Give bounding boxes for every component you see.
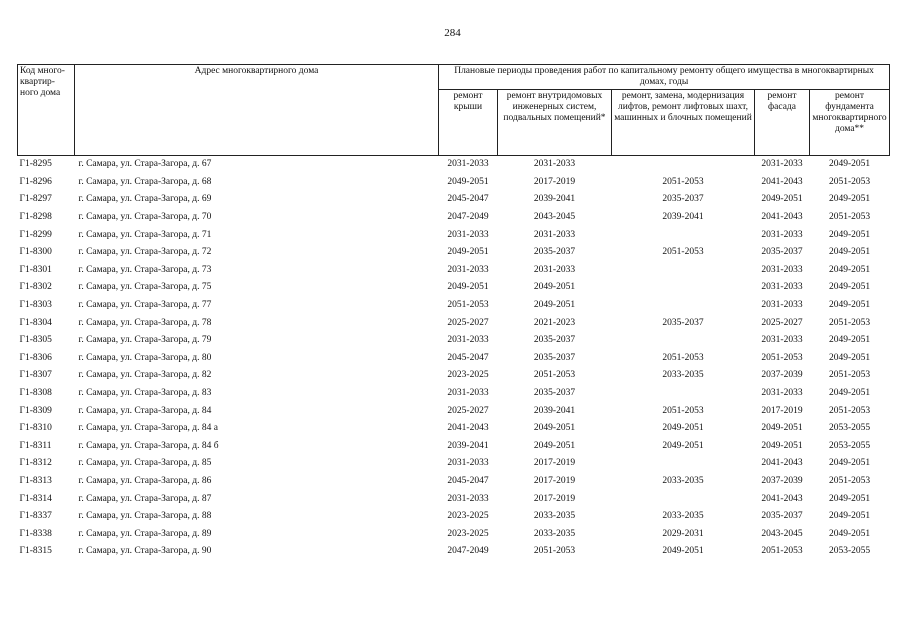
cell-foundation: 2049-2051 xyxy=(828,300,871,311)
cell-internal-systems: 2031-2033 xyxy=(498,156,612,174)
cell-roof: 2049-2051 xyxy=(447,176,489,187)
cell-elevators xyxy=(612,226,755,244)
cell-roof: 2041-2043 xyxy=(447,423,489,434)
cell-code: Г1-8295 xyxy=(18,156,75,174)
cell-foundation: 2051-2053 xyxy=(828,317,871,328)
cell-code: Г1-8314 xyxy=(19,493,52,504)
cell-internal-systems: 2031-2033 xyxy=(533,229,576,240)
cell-internal-systems: 2017-2019 xyxy=(533,176,576,187)
cell-foundation: 2049-2051 xyxy=(828,229,871,240)
table-row xyxy=(18,191,890,209)
cell-elevators: 2033-2035 xyxy=(662,370,704,381)
cell-elevators: 2051-2053 xyxy=(662,176,704,187)
cell-elevators: 2051-2053 xyxy=(662,352,704,363)
cell-address: г. Самара, ул. Стара-Загора, д. 72 xyxy=(78,247,212,258)
cell-internal-systems: 2017-2019 xyxy=(533,458,576,469)
page-number: 284 xyxy=(444,27,461,39)
cell-facade: 2031-2033 xyxy=(755,156,810,174)
cell-address: г. Самара, ул. Стара-Загора, д. 80 xyxy=(78,352,212,363)
cell-code: Г1-8337 xyxy=(19,511,52,522)
cell-roof: 2039-2041 xyxy=(447,440,489,451)
cell-facade: 2017-2019 xyxy=(761,405,803,416)
cell-foundation: 2049-2051 xyxy=(828,528,871,539)
cell-internal-systems: 2033-2035 xyxy=(533,511,576,522)
cell-elevators xyxy=(612,262,755,280)
cell-address: г. Самара, ул. Стара-Загора, д. 84 xyxy=(78,405,212,416)
table-row xyxy=(18,279,890,297)
table-row xyxy=(18,367,890,385)
cell-address: г. Самара, ул. Стара-Загора, д. 69 xyxy=(78,194,212,205)
cell-elevators: 2039-2041 xyxy=(662,212,704,223)
cell-internal-systems: 2049-2051 xyxy=(533,440,576,451)
cell-elevators: 2049-2051 xyxy=(662,423,704,434)
cell-facade: 2051-2053 xyxy=(761,546,803,557)
cell-roof: 2047-2049 xyxy=(447,212,489,223)
cell-roof: 2045-2047 xyxy=(447,352,489,363)
cell-internal-systems: 2049-2051 xyxy=(533,300,576,311)
table-row xyxy=(18,226,890,244)
cell-facade: 2049-2051 xyxy=(761,194,803,205)
table-row xyxy=(18,508,890,526)
cell-elevators: 2049-2051 xyxy=(662,546,704,557)
table-row xyxy=(18,543,890,561)
cell-roof: 2045-2047 xyxy=(447,194,489,205)
cell-internal-systems: 2051-2053 xyxy=(533,546,576,557)
cell-facade: 2031-2033 xyxy=(761,264,803,275)
cell-code: Г1-8311 xyxy=(19,440,52,451)
cell-foundation: 2049-2051 xyxy=(828,493,871,504)
table-row xyxy=(18,297,890,315)
repair-schedule-table xyxy=(17,64,890,561)
cell-foundation: 2049-2051 xyxy=(828,247,871,258)
header-periods: Плановые периоды проведения работ по капитальному ремонту общего имущества в многоквартирных домах, годы xyxy=(439,65,890,90)
cell-code: Г1-8306 xyxy=(19,352,52,363)
table-header xyxy=(18,65,890,156)
cell-elevators: 2051-2053 xyxy=(662,247,704,258)
cell-address: г. Самара, ул. Стара-Загора, д. 70 xyxy=(78,212,212,223)
cell-foundation: 2051-2053 xyxy=(828,212,871,223)
cell-address: г. Самара, ул. Стара-Загора, д. 84 а xyxy=(78,423,218,434)
cell-facade: 2031-2033 xyxy=(761,300,803,311)
cell-internal-systems: 2017-2019 xyxy=(533,475,576,486)
table-body xyxy=(18,156,890,561)
table-row xyxy=(18,244,890,262)
table-row xyxy=(18,402,890,420)
cell-code: Г1-8299 xyxy=(19,229,52,240)
cell-code: Г1-8315 xyxy=(19,546,52,557)
cell-internal-systems: 2021-2023 xyxy=(533,317,576,328)
cell-foundation: 2049-2051 xyxy=(828,264,871,275)
cell-roof: 2051-2053 xyxy=(447,300,489,311)
cell-elevators: 2035-2037 xyxy=(662,317,704,328)
header-code: Код много-квартир-ного дома xyxy=(18,65,75,156)
cell-elevators: 2033-2035 xyxy=(662,475,704,486)
cell-code: Г1-8312 xyxy=(19,458,52,469)
cell-address: г. Самара, ул. Стара-Загора, д. 90 xyxy=(78,546,212,557)
cell-code: Г1-8302 xyxy=(19,282,52,293)
cell-address: г. Самара, ул. Стара-Загора, д. 75 xyxy=(78,282,212,293)
cell-internal-systems: 2049-2051 xyxy=(533,423,576,434)
header-elevators: ремонт, замена, модернизация лифтов, ремонт лифтовых шахт, машинных и блочных помещений xyxy=(612,90,755,156)
cell-code: Г1-8304 xyxy=(19,317,52,328)
cell-code: Г1-8310 xyxy=(19,423,52,434)
cell-foundation: 2049-2051 xyxy=(828,352,871,363)
cell-elevators xyxy=(612,156,755,174)
cell-facade: 2051-2053 xyxy=(761,352,803,363)
cell-code: Г1-8338 xyxy=(19,528,52,539)
cell-code: Г1-8297 xyxy=(19,194,52,205)
cell-facade: 2035-2037 xyxy=(761,511,803,522)
table-row xyxy=(18,525,890,543)
cell-roof: 2031-2033 xyxy=(447,493,489,504)
cell-address: г. Самара, ул. Стара-Загора, д. 78 xyxy=(78,317,212,328)
cell-address: г. Самара, ул. Стара-Загора, д. 89 xyxy=(78,528,212,539)
cell-internal-systems: 2035-2037 xyxy=(533,352,576,363)
table-row xyxy=(18,332,890,350)
cell-elevators xyxy=(612,490,755,508)
cell-foundation: 2051-2053 xyxy=(828,405,871,416)
cell-facade: 2031-2033 xyxy=(761,229,803,240)
cell-roof: 2031-2033 xyxy=(447,458,489,469)
table-row xyxy=(18,455,890,473)
cell-address: г. Самара, ул. Стара-Загора, д. 68 xyxy=(78,176,212,187)
cell-elevators: 2035-2037 xyxy=(662,194,704,205)
cell-roof: 2047-2049 xyxy=(447,546,489,557)
cell-address: г. Самара, ул. Стара-Загора, д. 87 xyxy=(78,493,212,504)
cell-internal-systems: 2017-2019 xyxy=(533,493,576,504)
cell-address: г. Самара, ул. Стара-Загора, д. 77 xyxy=(78,300,212,311)
cell-facade: 2035-2037 xyxy=(761,247,803,258)
cell-foundation: 2049-2051 xyxy=(828,458,871,469)
cell-address: г. Самара, ул. Стара-Загора, д. 82 xyxy=(78,370,212,381)
cell-elevators: 2051-2053 xyxy=(662,405,704,416)
cell-facade: 2043-2045 xyxy=(761,528,803,539)
cell-elevators: 2049-2051 xyxy=(662,440,704,451)
cell-foundation: 2049-2051 xyxy=(828,194,871,205)
cell-facade: 2041-2043 xyxy=(761,493,803,504)
cell-internal-systems: 2051-2053 xyxy=(533,370,576,381)
cell-code: Г1-8308 xyxy=(19,388,52,399)
cell-internal-systems: 2039-2041 xyxy=(533,194,576,205)
cell-code: Г1-8301 xyxy=(19,264,52,275)
cell-code: Г1-8309 xyxy=(19,405,52,416)
cell-facade: 2031-2033 xyxy=(761,282,803,293)
cell-code: Г1-8303 xyxy=(19,300,52,311)
table-row xyxy=(18,385,890,403)
cell-internal-systems: 2035-2037 xyxy=(533,335,576,346)
cell-roof: 2025-2027 xyxy=(447,317,489,328)
cell-foundation: 2053-2055 xyxy=(828,440,871,451)
cell-internal-systems: 2049-2051 xyxy=(533,282,576,293)
cell-code: Г1-8298 xyxy=(19,212,52,223)
cell-foundation: 2049-2051 xyxy=(828,388,871,399)
cell-facade: 2031-2033 xyxy=(761,388,803,399)
cell-roof: 2045-2047 xyxy=(447,475,489,486)
cell-address: г. Самара, ул. Стара-Загора, д. 67 xyxy=(75,156,439,174)
cell-foundation: 2049-2051 xyxy=(828,335,871,346)
table-row xyxy=(18,209,890,227)
table-row xyxy=(18,174,890,192)
cell-elevators xyxy=(612,332,755,350)
header-foundation: ремонт фундамента многоквартирного дома** xyxy=(810,90,890,156)
header-roof: ремонт крыши xyxy=(439,90,498,156)
cell-code: Г1-8307 xyxy=(19,370,52,381)
cell-foundation: 2053-2055 xyxy=(828,546,871,557)
cell-roof: 2023-2025 xyxy=(447,370,489,381)
cell-elevators xyxy=(612,455,755,473)
cell-roof: 2049-2051 xyxy=(447,247,489,258)
cell-facade: 2041-2043 xyxy=(761,176,803,187)
cell-foundation: 2049-2051 xyxy=(828,282,871,293)
cell-internal-systems: 2039-2041 xyxy=(533,405,576,416)
cell-address: г. Самара, ул. Стара-Загора, д. 86 xyxy=(78,475,212,486)
cell-elevators: 2029-2031 xyxy=(662,528,704,539)
cell-roof: 2025-2027 xyxy=(447,405,489,416)
cell-roof: 2023-2025 xyxy=(447,528,489,539)
cell-foundation: 2049-2051 xyxy=(828,511,871,522)
cell-code: Г1-8305 xyxy=(19,335,52,346)
table-row xyxy=(18,350,890,368)
cell-internal-systems: 2035-2037 xyxy=(533,388,576,399)
cell-facade: 2037-2039 xyxy=(761,475,803,486)
cell-code: Г1-8300 xyxy=(19,247,52,258)
cell-address: г. Самара, ул. Стара-Загора, д. 85 xyxy=(78,458,212,469)
cell-internal-systems: 2033-2035 xyxy=(533,528,576,539)
cell-facade: 2031-2033 xyxy=(761,335,803,346)
cell-address: г. Самара, ул. Стара-Загора, д. 88 xyxy=(78,511,212,522)
cell-facade: 2025-2027 xyxy=(761,317,803,328)
cell-elevators xyxy=(612,279,755,297)
table-row xyxy=(18,156,890,174)
cell-address: г. Самара, ул. Стара-Загора, д. 73 xyxy=(78,264,212,275)
cell-code: Г1-8313 xyxy=(19,475,52,486)
table-row xyxy=(18,473,890,491)
cell-facade: 2037-2039 xyxy=(761,370,803,381)
cell-facade: 2049-2051 xyxy=(761,423,803,434)
cell-foundation: 2053-2055 xyxy=(828,423,871,434)
cell-foundation: 2051-2053 xyxy=(828,475,871,486)
cell-code: Г1-8296 xyxy=(19,176,52,187)
cell-address: г. Самара, ул. Стара-Загора, д. 79 xyxy=(78,335,212,346)
cell-internal-systems: 2031-2033 xyxy=(533,264,576,275)
cell-elevators xyxy=(612,297,755,315)
cell-foundation: 2051-2053 xyxy=(828,370,871,381)
header-facade: ремонт фасада xyxy=(755,90,810,156)
cell-roof: 2031-2033 xyxy=(447,335,489,346)
table-row xyxy=(18,262,890,280)
cell-roof: 2031-2033 xyxy=(447,229,489,240)
cell-roof: 2023-2025 xyxy=(447,511,489,522)
cell-facade: 2041-2043 xyxy=(761,212,803,223)
cell-address: г. Самара, ул. Стара-Загора, д. 83 xyxy=(78,388,212,399)
cell-foundation: 2051-2053 xyxy=(828,176,871,187)
cell-roof: 2049-2051 xyxy=(447,282,489,293)
cell-internal-systems: 2035-2037 xyxy=(533,247,576,258)
table-row xyxy=(18,314,890,332)
header-internal-systems: ремонт внутридомовых инженерных систем, подвальных помещений* xyxy=(498,90,612,156)
cell-elevators: 2033-2035 xyxy=(662,511,704,522)
cell-internal-systems: 2043-2045 xyxy=(533,212,576,223)
cell-foundation: 2049-2051 xyxy=(810,156,890,174)
cell-facade: 2049-2051 xyxy=(761,440,803,451)
cell-roof: 2031-2033 xyxy=(447,388,489,399)
table-row xyxy=(18,438,890,456)
table-row xyxy=(18,490,890,508)
cell-facade: 2041-2043 xyxy=(761,458,803,469)
cell-roof: 2031-2033 xyxy=(447,264,489,275)
cell-roof: 2031-2033 xyxy=(439,156,498,174)
table-row xyxy=(18,420,890,438)
cell-elevators xyxy=(612,385,755,403)
cell-address: г. Самара, ул. Стара-Загора, д. 71 xyxy=(78,229,212,240)
header-address: Адрес многоквартирного дома xyxy=(75,65,439,156)
cell-address: г. Самара, ул. Стара-Загора, д. 84 б xyxy=(78,440,219,451)
